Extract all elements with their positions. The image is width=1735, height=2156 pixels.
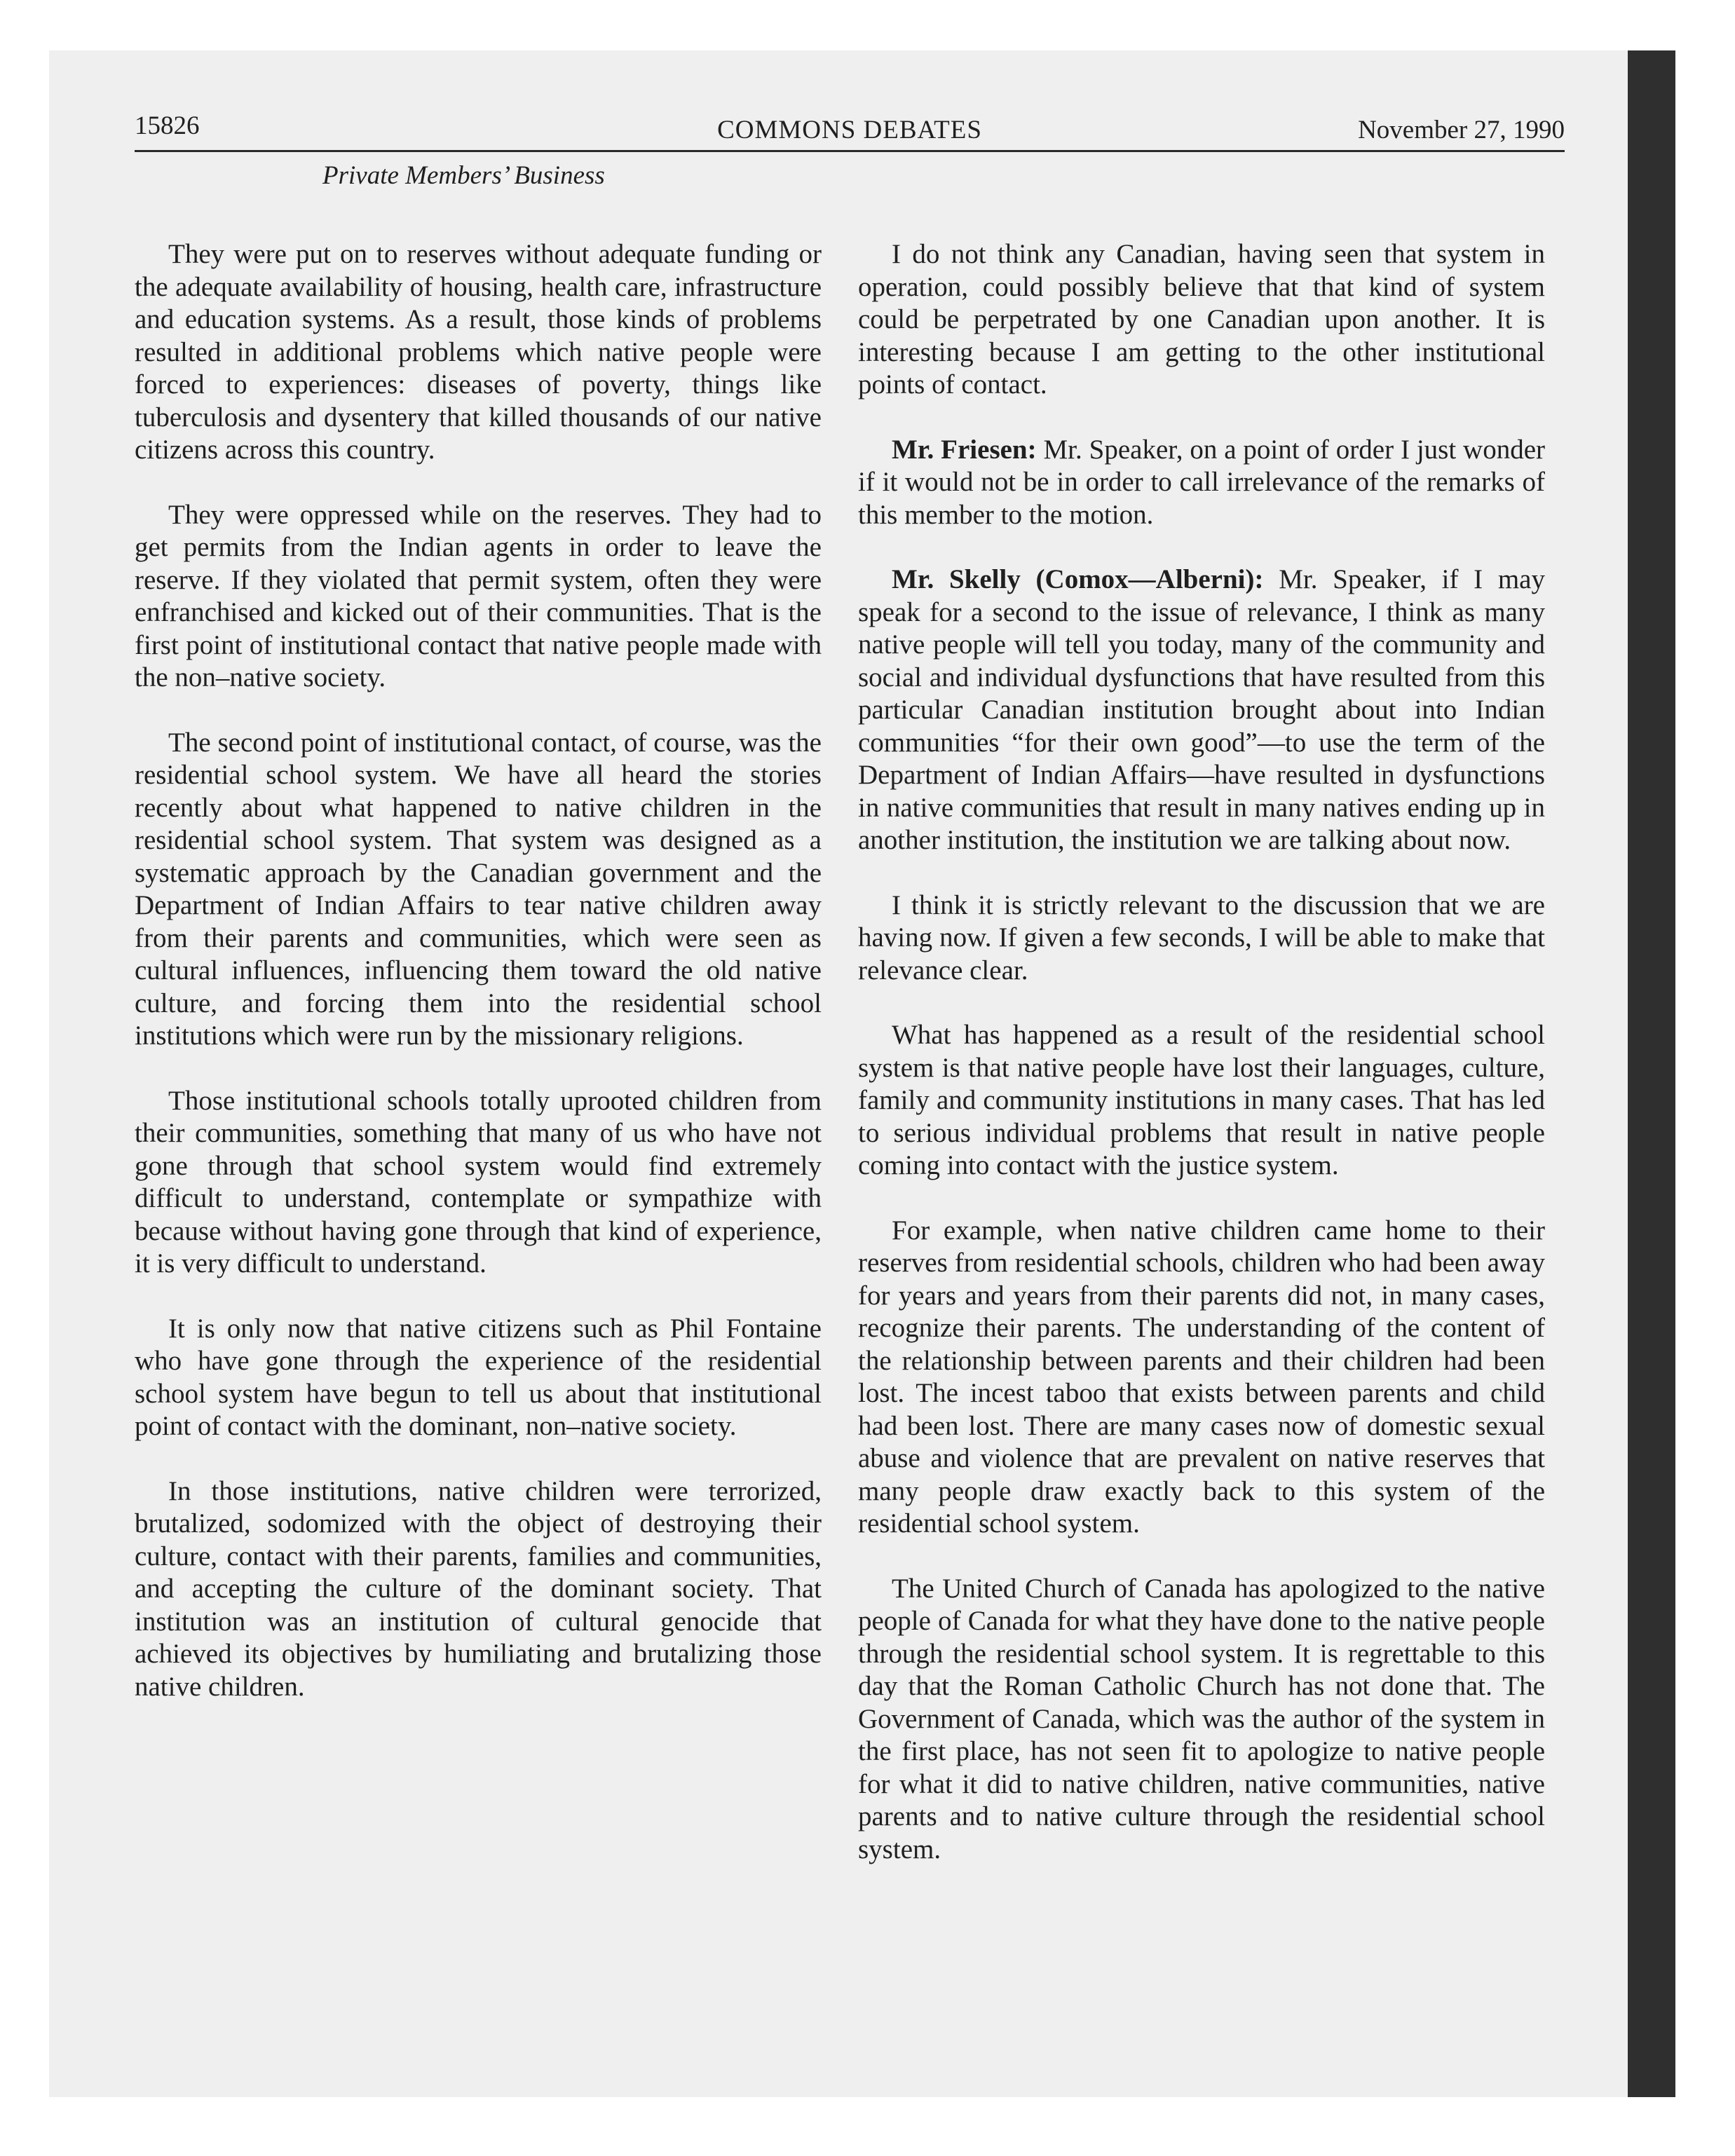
document-page <box>135 105 1565 1864</box>
scan-edge-bar <box>1628 50 1675 2097</box>
page-date: November 27, 1990 <box>1358 116 1565 144</box>
paragraph: Those institutional schools totally uprooted children from their communities, something that many of us who have not gone through that school system would find extremely difficult to understand, contemplate or sympathize with because without having gone through that kind of experience, it is very difficult to understand. <box>135 1085 822 1278</box>
paragraph <box>858 1019 1545 1182</box>
paragraph: It is only now that native citizens such as Phil Fontaine who have gone through the experience of the residential school system have begun to tell us about that institutional point of contact with the dominant, non–native society. <box>135 1313 822 1441</box>
paragraph-text: For example, when native children came home to their reserves from residential schools, children who had been away for years and years from their parents did not, in many cases, recognize their parents. The understanding of the content of the relationship between parents and their children had been lost. The incest taboo that exists between parents and child had been lost. There are many cases now of domestic sexual abuse and violence that are prevalent on native reserves that many people draw exactly back to this system of the residential school system. <box>858 1215 1545 1538</box>
paragraph <box>858 889 1545 988</box>
paragraph <box>858 434 1545 532</box>
speaker-name: Mr. Skelly (Comox—Alberni): <box>892 564 1264 594</box>
paragraph-text: I do not think any Canadian, having seen that system in operation, could possibly believe that that kind of system could be perpetrated by one Canadian upon another. It is interesting because I am getting to the other institutional points of contact. <box>858 239 1545 400</box>
paragraph: The second point of institutional contact, of course, was the residential school system. We have all heard the stories recently about what happened to native children in the residential school system. That system was designed as a systematic approach by the Canadian government and the Department of Indian Affairs to tear native children away from their parents and communities, which were seen as cultural influences, influencing them toward the old native culture, and forcing them into the residential school institutions which were run by the missionary religions. <box>135 727 822 1051</box>
paragraph-text: The United Church of Canada has apologized to the native people of Canada for what they have done to the native people through the residential school system. It is regrettable to this day that the Roman Catholic Church has not done that. The Government of Canada, which was the author of the system in the first place, has not seen fit to apologize to native people for what it did to native children, native communities, native parents and to native culture through the residential school system. <box>858 1573 1545 1864</box>
paragraph-text: I think it is strictly relevant to the discussion that we are having now. If given a few seconds, I will be able to make that relevance clear. <box>858 889 1545 985</box>
speaker-name: Mr. Friesen: <box>892 434 1037 465</box>
paragraph: They were put on to reserves without adequate funding or the adequate availability of housing, health care, infrastructure and education systems. As a result, those kinds of problems resulted in additional problems which native people were forced to experiences: diseases of poverty, things like tuberculosis and dysentery that killed thousands of our native citizens across this country. <box>135 239 822 465</box>
right-column <box>858 238 1545 1898</box>
paragraph <box>858 1573 1545 1867</box>
paragraph: In those institutions, native children were terrorized, brutalized, sodomized with the object of destroying their culture, contact with their parents, families and communities, and accepting the culture of the dominant society. That institution was an institution of cultural genocide that achieved its objectives by humiliating and brutalizing those native children. <box>135 1475 822 1702</box>
paragraph-text: Mr. Speaker, on a point of order I just wonder if it would not be in order to call irrelevance of the remarks of this member to the motion. <box>858 434 1546 530</box>
section-title: Private Members’ Business <box>322 161 605 190</box>
paragraph <box>858 564 1545 857</box>
paragraph <box>858 238 1545 402</box>
paragraph: They were oppressed while on the reserves. They had to get permits from the Indian agents in order to leave the reserve. If they violated that permit system, often they were enfranchised and kicked out of their communities. That is the first point of institutional contact that native people made with the non–native society. <box>135 499 822 692</box>
left-column <box>135 238 822 1735</box>
paragraph-text: What has happened as a result of the residential school system is that native people have lost their languages, culture, family and community institutions in many cases. That has led to serious individual problems that result in native people coming into contact with the justice system. <box>858 1020 1545 1180</box>
page-header <box>135 105 1565 152</box>
paragraph-text: Mr. Speaker, if I may speak for a second to the issue of relevance, I think as many native people will tell you today, many of the community and social and individual dysfunctions that have resulted from this particular Canadian institution brought about into Indian communities “for their own good”—to use the term of the Department of Indian Affairs—have resulted in dysfunctions in native communities that result in many natives ending up in another institution, the institution we are talking about now. <box>858 564 1545 855</box>
page-number: 15826 <box>135 111 200 140</box>
paragraph <box>858 1215 1545 1541</box>
publication-title: COMMONS DEBATES <box>717 116 982 144</box>
